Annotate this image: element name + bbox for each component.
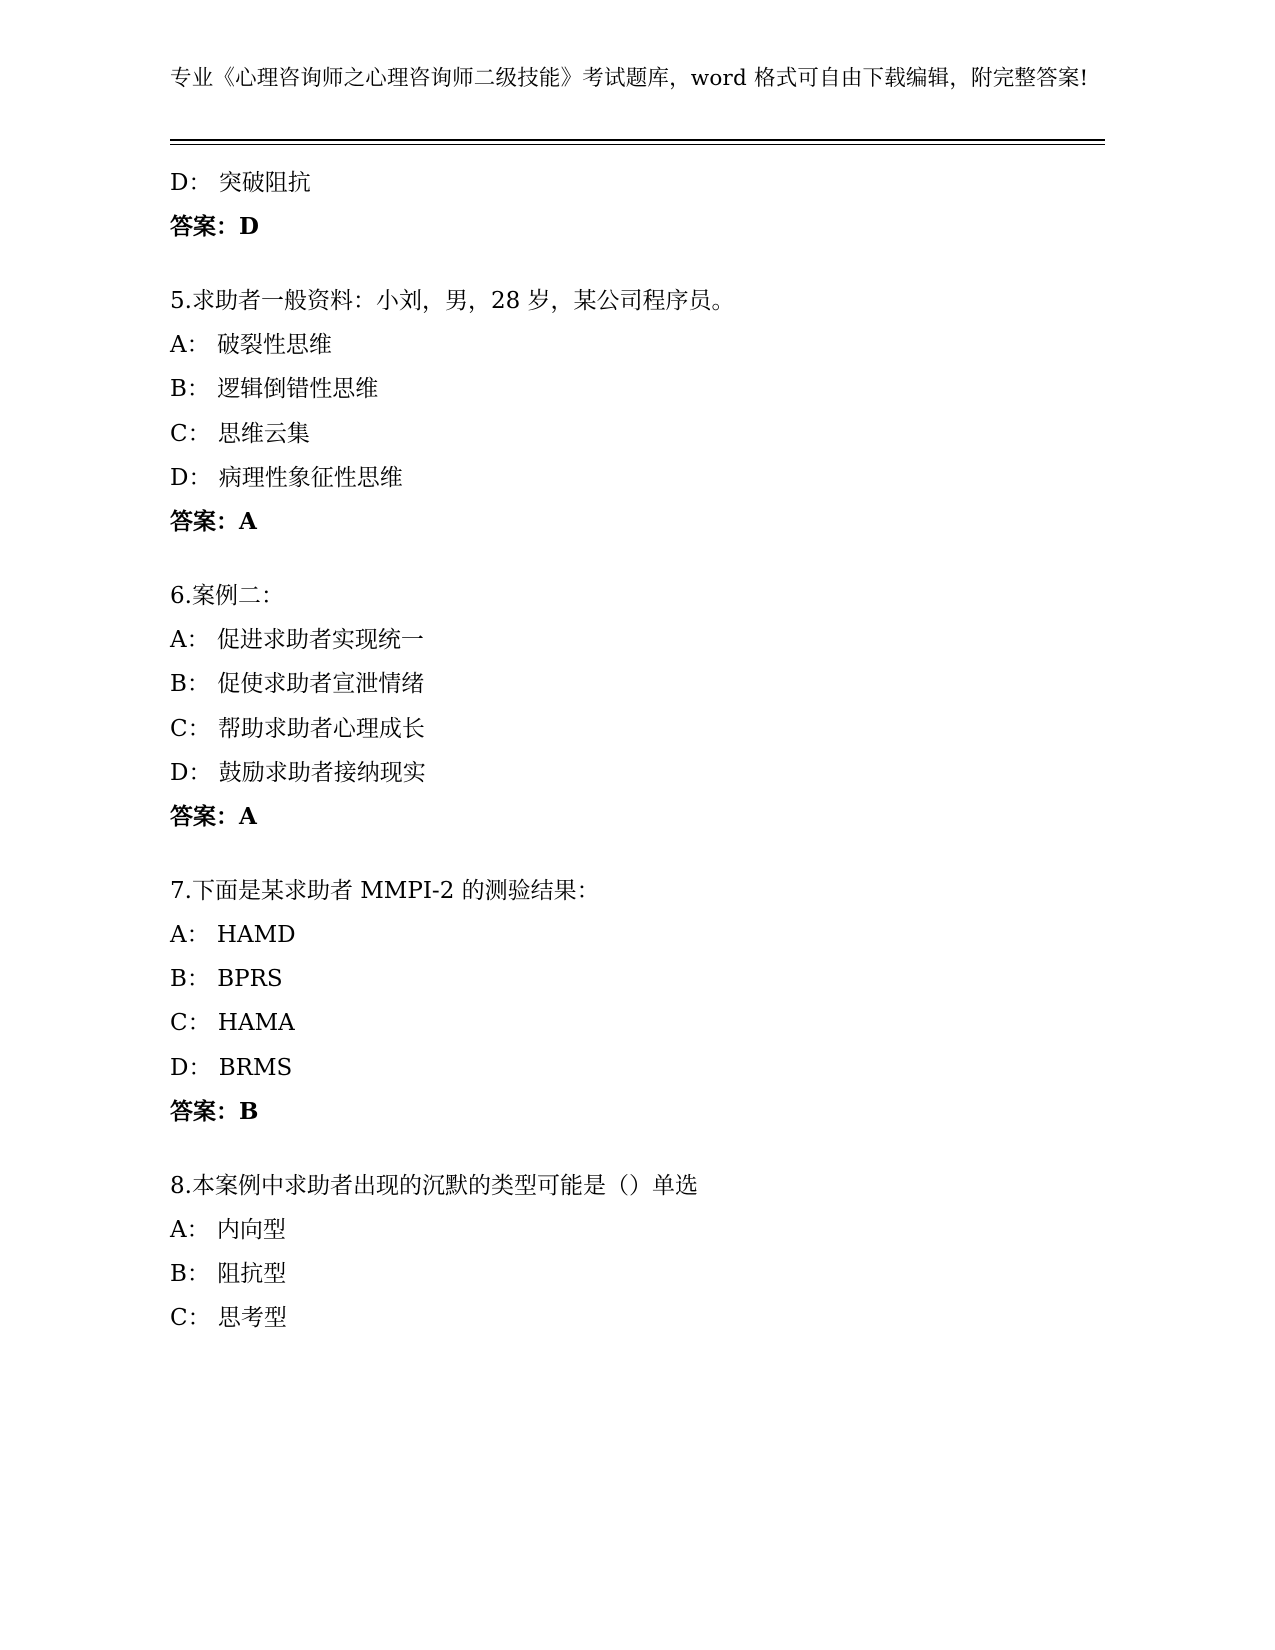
option-a: A： 促进求助者实现统一: [170, 627, 424, 654]
option-b: B： 促使求助者宣泄情绪: [170, 671, 425, 698]
option-b: B： 逻辑倒错性思维: [170, 376, 379, 403]
option-b: B： 阻抗型: [170, 1261, 287, 1288]
question-line: D： 突破阻抗: [170, 169, 311, 196]
answer-line: 答案：D: [170, 212, 259, 240]
option-c: C： 帮助求助者心理成长: [170, 715, 425, 742]
option-c: C： 思维云集: [170, 420, 310, 447]
page-header: 专业《心理咨询师之心理咨询师二级技能》考试题库，word 格式可自由下载编辑，附完整答案!: [170, 66, 1089, 91]
question-block: [170, 279, 1105, 544]
option-d: D： 鼓励求助者接纳现实: [170, 759, 426, 786]
option-c: C： 思考型: [170, 1305, 287, 1332]
header-divider: [170, 139, 1105, 145]
option-a: A： 内向型: [170, 1217, 286, 1244]
option-d: D： 病理性象征性思维: [170, 464, 403, 491]
option-c: C： HAMA: [170, 1010, 295, 1037]
question-block: [170, 1164, 1105, 1341]
answer-line: 答案：B: [170, 1097, 259, 1125]
option-a: A： HAMD: [170, 922, 296, 949]
question-block: [170, 574, 1105, 839]
option-d: D： BRMS: [170, 1054, 293, 1081]
question-list: [170, 161, 1105, 1341]
option-b: B： BPRS: [170, 966, 283, 993]
question-stem: 8.本案例中求助者出现的沉默的类型可能是（）单选: [170, 1172, 698, 1199]
question-stem: 5.求助者一般资料：小刘，男，28 岁，某公司程序员。: [170, 288, 735, 315]
question-block: [170, 869, 1105, 1134]
answer-line: 答案：A: [170, 802, 257, 830]
answer-line: 答案：A: [170, 507, 257, 535]
question-stem: 6.案例二：: [170, 583, 284, 610]
question-stem: 7.下面是某求助者 MMPI-2 的测验结果：: [170, 878, 600, 905]
option-a: A： 破裂性思维: [170, 332, 332, 359]
question-block: [170, 161, 1105, 249]
